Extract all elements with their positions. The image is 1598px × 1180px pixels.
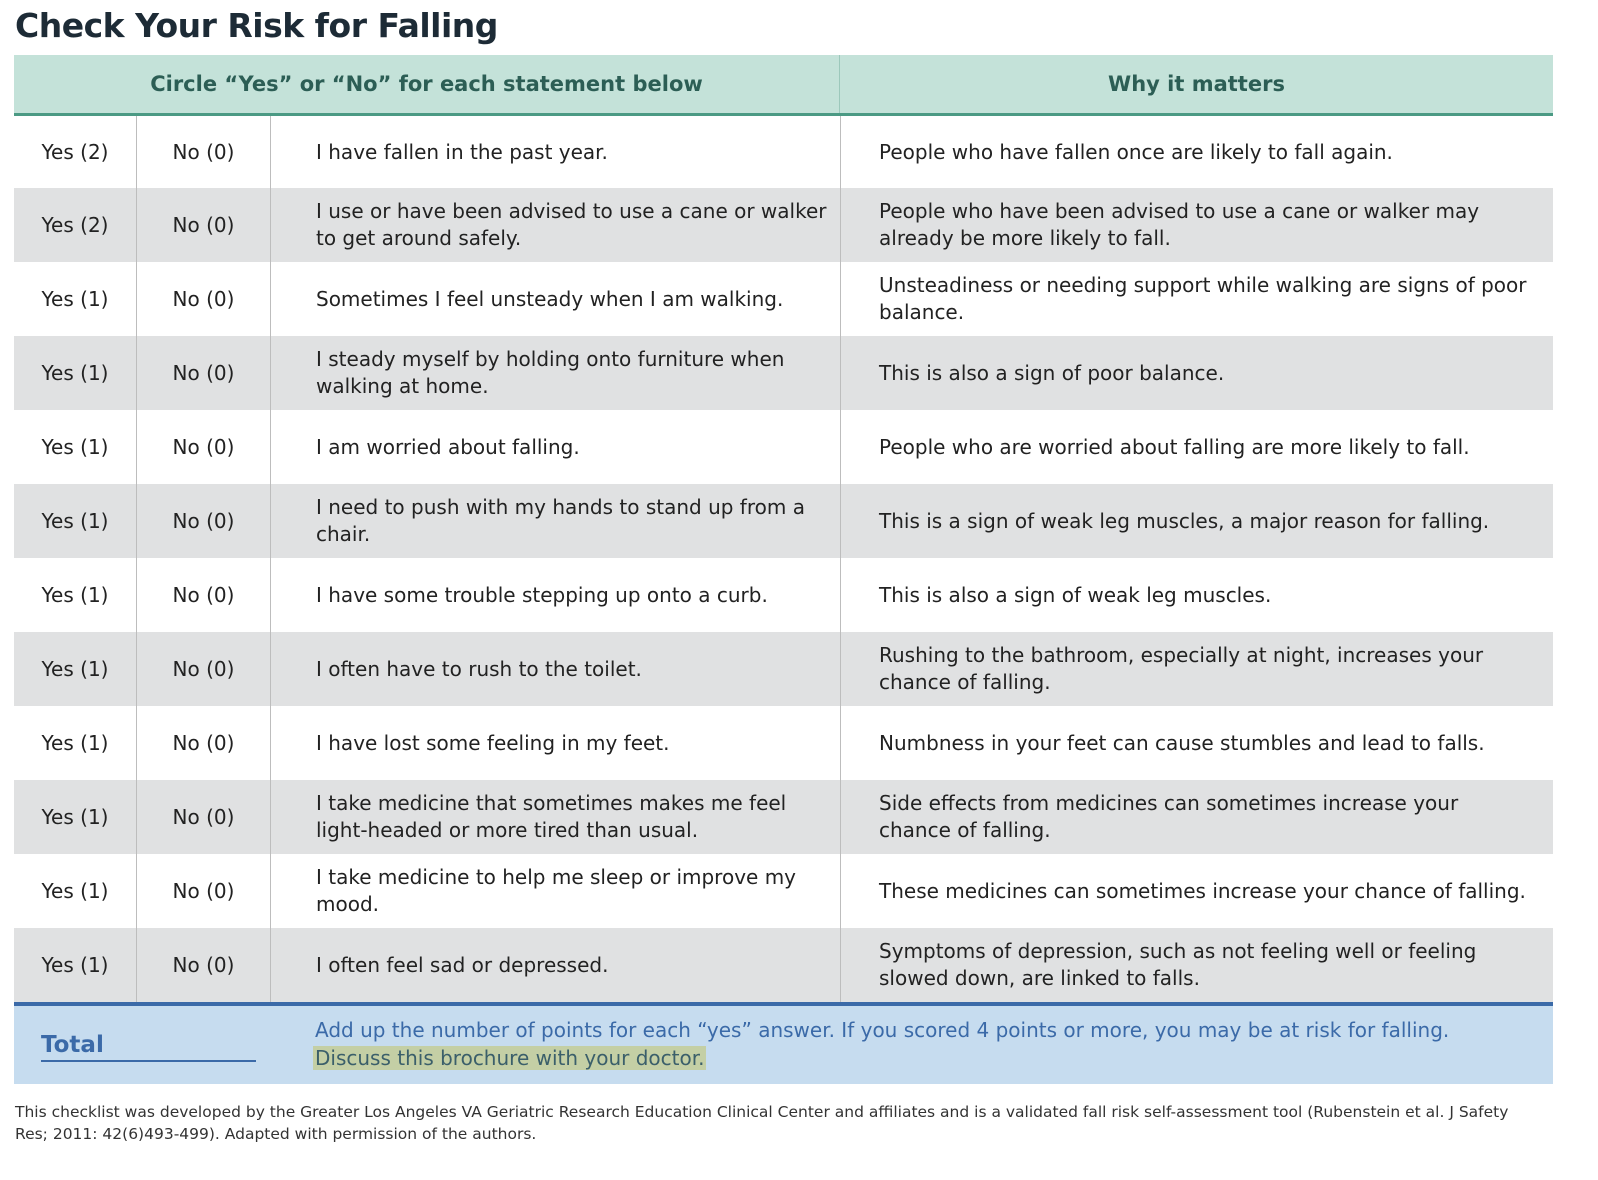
page-title: Check Your Risk for Falling — [15, 6, 498, 45]
no-option[interactable]: No (0) — [137, 336, 271, 410]
statement: I need to push with my hands to stand up from a chair. — [271, 484, 841, 558]
yes-option[interactable]: Yes (1) — [14, 928, 137, 1002]
header-why-it-matters: Why it matters — [1108, 72, 1285, 96]
table-row — [14, 780, 1553, 854]
statement: I am worried about falling. — [271, 410, 841, 484]
why-it-matters: Side effects from medicines can sometimes increase your chance of falling. — [879, 791, 1459, 842]
no-option[interactable]: No (0) — [137, 706, 271, 780]
scoring-instruction: Add up the number of points for each “yes” answer. If you scored 4 points or more, you may be at risk for falling. — [315, 1018, 1450, 1042]
table-row — [14, 116, 1553, 188]
header-instructions: Circle “Yes” or “No” for each statement below — [14, 55, 840, 113]
why-it-matters: These medicines can sometimes increase your chance of falling. — [879, 878, 1526, 903]
yes-option[interactable]: Yes (2) — [14, 116, 137, 188]
no-option[interactable]: No (0) — [137, 188, 271, 262]
why-it-matters: Numbness in your feet can cause stumbles and lead to falls. — [879, 730, 1485, 755]
no-option[interactable]: No (0) — [137, 484, 271, 558]
table-row — [14, 632, 1553, 706]
yes-option[interactable]: Yes (2) — [14, 188, 137, 262]
no-option[interactable]: No (0) — [137, 928, 271, 1002]
why-it-matters: This is a sign of weak leg muscles, a major reason for falling. — [879, 508, 1490, 533]
table-row — [14, 558, 1553, 632]
no-option[interactable]: No (0) — [137, 854, 271, 928]
table-row — [14, 262, 1553, 336]
statement: I often have to rush to the toilet. — [271, 632, 841, 706]
table-row — [14, 188, 1553, 262]
statement: I take medicine that sometimes makes me feel light-headed or more tired than usual. — [271, 780, 841, 854]
total-instructions — [315, 1016, 1515, 1072]
why-it-matters: Rushing to the bathroom, especially at night, increases your chance of falling. — [879, 643, 1484, 694]
why-it-matters: People who have fallen once are likely to fall again. — [879, 139, 1393, 164]
why-it-matters: People who are worried about falling are more likely to fall. — [879, 434, 1470, 459]
yes-option[interactable]: Yes (1) — [14, 558, 137, 632]
table-row — [14, 928, 1553, 1002]
why-it-matters: This is also a sign of poor balance. — [879, 360, 1225, 385]
table-row — [14, 336, 1553, 410]
statement: I have lost some feeling in my feet. — [271, 706, 841, 780]
yes-option[interactable]: Yes (1) — [14, 262, 137, 336]
why-it-matters: This is also a sign of weak leg muscles. — [879, 582, 1272, 607]
statement: Sometimes I feel unsteady when I am walking. — [271, 262, 841, 336]
why-it-matters: People who have been advised to use a cane or walker may already be more likely to fall. — [879, 199, 1480, 250]
total-section — [14, 1002, 1553, 1084]
why-it-matters: Symptoms of depression, such as not feeling well or feeling slowed down, are linked to falls. — [879, 939, 1477, 990]
yes-option[interactable]: Yes (1) — [14, 780, 137, 854]
yes-option[interactable]: Yes (1) — [14, 410, 137, 484]
no-option[interactable]: No (0) — [137, 558, 271, 632]
total-label[interactable]: Total — [41, 1030, 256, 1062]
no-option[interactable]: No (0) — [137, 262, 271, 336]
no-option[interactable]: No (0) — [137, 632, 271, 706]
why-it-matters: Unsteadiness or needing support while walking are signs of poor balance. — [879, 273, 1527, 324]
yes-option[interactable]: Yes (1) — [14, 484, 137, 558]
yes-option[interactable]: Yes (1) — [14, 706, 137, 780]
source-footnote: This checklist was developed by the Greater Los Angeles VA Geriatric Research Education Clinical Center and affiliates and is a validated fall risk self-assessment tool (Rubenstein et al. J Safety Res; 2011: 42(6)493-499). Adapted with permission of the authors. — [15, 1103, 1509, 1143]
statement: I steady myself by holding onto furniture when walking at home. — [271, 336, 841, 410]
yes-option[interactable]: Yes (1) — [14, 632, 137, 706]
statement: I have fallen in the past year. — [271, 116, 841, 188]
yes-option[interactable]: Yes (1) — [14, 336, 137, 410]
table-row — [14, 410, 1553, 484]
doctor-discussion-highlight: Discuss this brochure with your doctor. — [315, 1046, 705, 1070]
statement: I have some trouble stepping up onto a curb. — [271, 558, 841, 632]
yes-option[interactable]: Yes (1) — [14, 854, 137, 928]
table-row — [14, 484, 1553, 558]
table-row — [14, 854, 1553, 928]
table-header — [14, 55, 1553, 116]
table-body — [14, 116, 1553, 1002]
statement: I often feel sad or depressed. — [271, 928, 841, 1002]
no-option[interactable]: No (0) — [137, 410, 271, 484]
statement: I take medicine to help me sleep or improve my mood. — [271, 854, 841, 928]
table-row — [14, 706, 1553, 780]
no-option[interactable]: No (0) — [137, 116, 271, 188]
risk-checklist-table — [14, 55, 1553, 1084]
statement: I use or have been advised to use a cane or walker to get around safely. — [271, 188, 841, 262]
no-option[interactable]: No (0) — [137, 780, 271, 854]
